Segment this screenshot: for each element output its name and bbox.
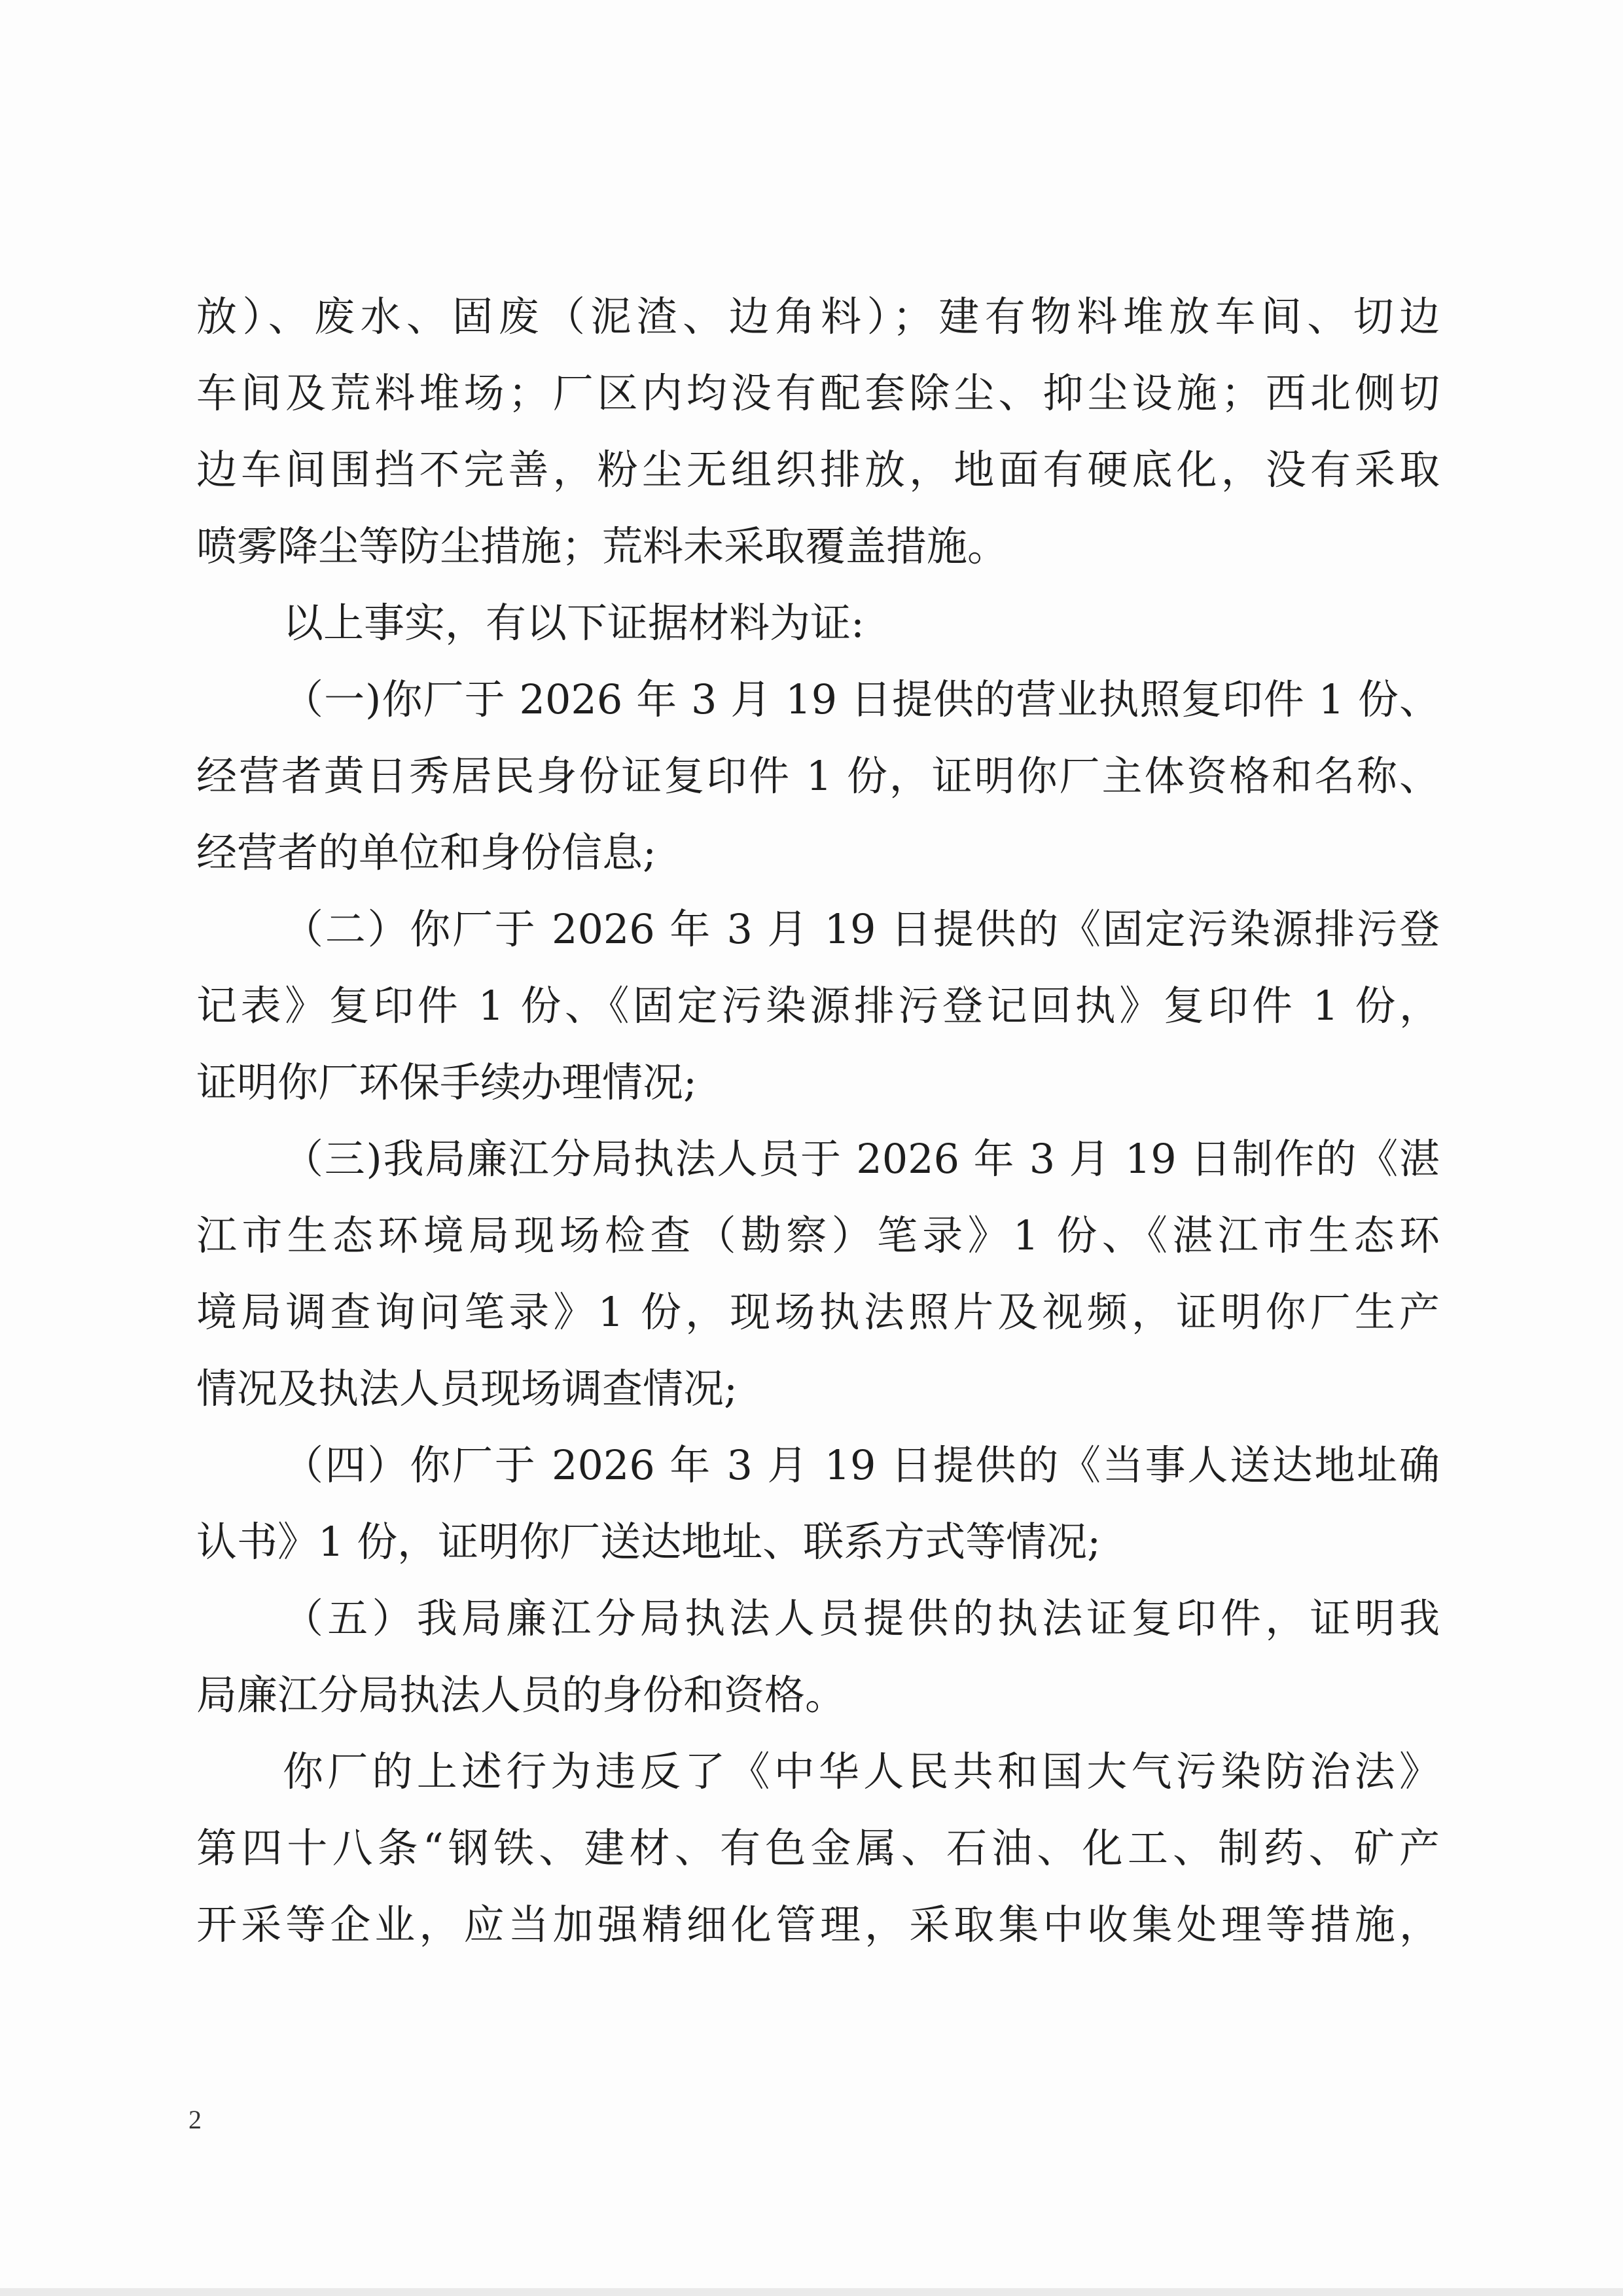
body-line: 经营者黄日秀居民身份证复印件 1 份，证明你厂主体资格和名称、 <box>196 752 1440 800</box>
scan-edge <box>0 2288 1623 2296</box>
body-line: 经营者的单位和身份信息; <box>196 829 656 876</box>
body-line: 局廉江分局执法人员的身份和资格。 <box>196 1671 846 1719</box>
document-body <box>196 278 1440 1963</box>
evidence-item-2: （二）你厂于 2026 年 3 月 19 日提供的《固定污染源排污登 <box>283 905 1440 953</box>
body-line: 边车间围挡不完善，粉尘无组织排放，地面有硬底化，没有采取 <box>196 446 1440 493</box>
body-line: 江市生态环境局现场检查（勘察）笔录》1 份、《湛江市生态环 <box>196 1211 1440 1259</box>
body-line: 证明你厂环保手续办理情况; <box>196 1058 697 1106</box>
violation-paragraph: 你厂的上述行为违反了《中华人民共和国大气污染防治法》 <box>283 1748 1440 1795</box>
body-line: 第四十八条“钢铁、建材、有色金属、石油、化工、制药、矿产 <box>196 1824 1440 1872</box>
body-line: 车间及荒料堆场；厂区内均没有配套除尘、抑尘设施；西北侧切 <box>196 369 1440 417</box>
evidence-item-3: （三)我局廉江分局执法人员于 2026 年 3 月 19 日制作的《湛 <box>283 1135 1440 1183</box>
evidence-item-4: （四）你厂于 2026 年 3 月 19 日提供的《当事人送达地址确 <box>283 1441 1440 1489</box>
body-line: 开采等企业，应当加强精细化管理，采取集中收集处理等措施， <box>196 1901 1440 1948</box>
page-number: 2 <box>188 2105 202 2134</box>
evidence-item-5: （五）我局廉江分局执法人员提供的执法证复印件，证明我 <box>283 1594 1440 1642</box>
body-line: 喷雾降尘等防尘措施；荒料未采取覆盖措施。 <box>196 522 1008 570</box>
evidence-item-1: （一)你厂于 2026 年 3 月 19 日提供的营业执照复印件 1 份、 <box>283 675 1440 723</box>
body-line: 认书》1 份，证明你厂送达地址、联系方式等情况; <box>196 1518 1101 1566</box>
body-line: 以上事实，有以下证据材料为证: <box>283 599 865 647</box>
body-line: 放）、废水、固废（泥渣、边角料）；建有物料堆放车间、切边 <box>196 293 1440 340</box>
body-line: 情况及执法人员现场调查情况; <box>196 1365 738 1412</box>
body-line: 境局调查询问笔录》1 份，现场执法照片及视频，证明你厂生产 <box>196 1288 1440 1336</box>
body-line: 记表》复印件 1 份、《固定污染源排污登记回执》复印件 1 份， <box>196 982 1440 1030</box>
